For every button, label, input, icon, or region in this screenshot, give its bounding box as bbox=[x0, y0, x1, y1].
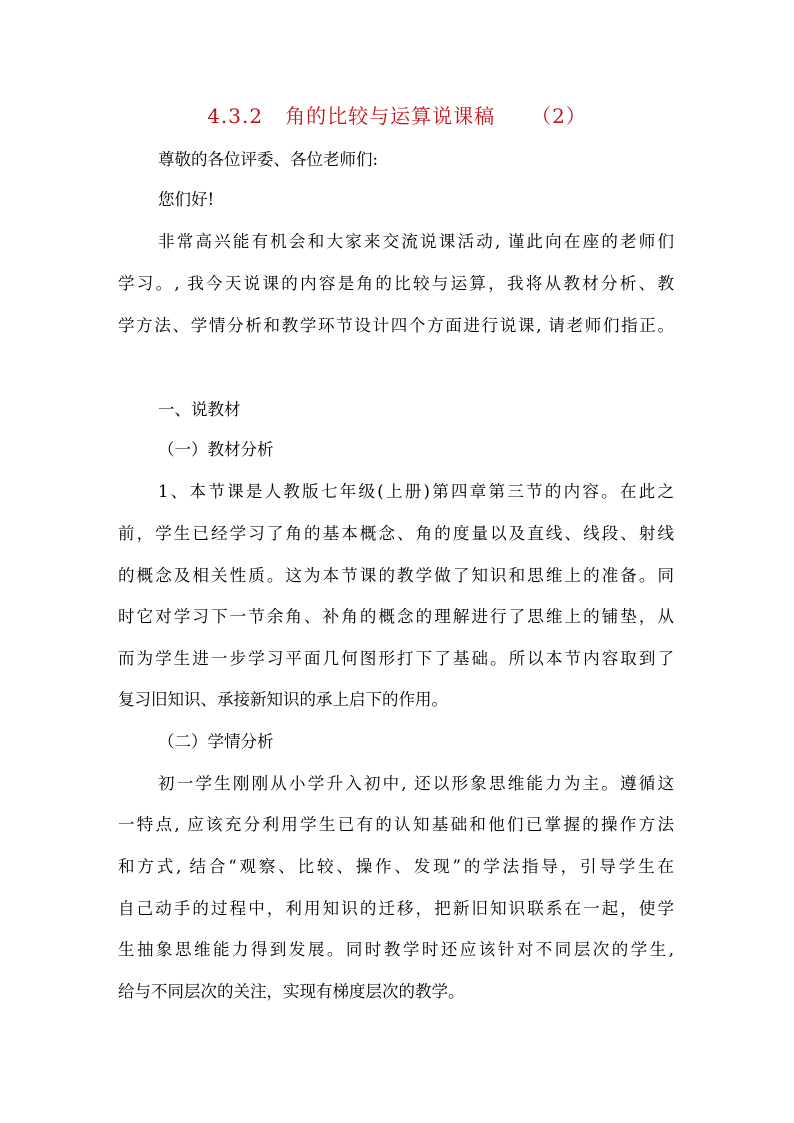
paragraph-line: 和方式, 结合“观察、比较、操作、发现”的学法指导，引导学生在 bbox=[118, 857, 674, 876]
paragraph-line: 自己动手的过程中，利用知识的迁移，把新旧知识联系在一起，使学 bbox=[118, 899, 674, 918]
hello-line: 您们好! bbox=[158, 190, 215, 209]
title-suffix: （2） bbox=[531, 104, 587, 128]
paragraph-line: 复习旧知识、承接新知识的承上启下的作用。 bbox=[118, 690, 448, 709]
title-number: 4.3.2 bbox=[207, 104, 264, 128]
document-title bbox=[0, 100, 794, 129]
paragraph-line: 给与不同层次的关注，实现有梯度层次的教学。 bbox=[118, 982, 465, 1001]
paragraph-line: 1、本节课是人教版七年级(上册)第四章第三节的内容。在此之 bbox=[158, 482, 674, 501]
section-heading: 一、说教材 bbox=[158, 400, 241, 419]
intro-line: 学习。, 我今天说课的内容是角的比较与运算，我将从教材分析、教 bbox=[118, 274, 674, 293]
intro-line: 学方法、学情分析和教学环节设计四个方面进行说课, 请老师们指正。 bbox=[118, 316, 674, 335]
paragraph-line: 时它对学习下一节余角、补角的概念的理解进行了思维上的铺垫，从 bbox=[118, 607, 674, 626]
paragraph-line: 初一学生刚刚从小学升入初中, 还以形象思维能力为主。遵循这 bbox=[158, 774, 674, 793]
paragraph-line: 的概念及相关性质。这为本节课的教学做了知识和思维上的准备。同 bbox=[118, 566, 674, 585]
salutation: 尊敬的各位评委、各位老师们: bbox=[158, 150, 379, 169]
subsection-heading: （一）教材分析 bbox=[158, 440, 274, 459]
paragraph-line: 而为学生进一步学习平面几何图形打下了基础。所以本节内容取到了 bbox=[118, 649, 674, 668]
subsection-heading: （二）学情分析 bbox=[158, 732, 274, 751]
paragraph-line: 一特点, 应该充分利用学生已有的认知基础和他们已掌握的操作方法 bbox=[118, 815, 674, 834]
title-text: 角的比较与运算说课稿 bbox=[285, 104, 496, 128]
intro-line: 非常高兴能有机会和大家来交流说课活动, 谨此向在座的老师们 bbox=[158, 232, 674, 251]
paragraph-line: 前，学生已经学习了角的基本概念、角的度量以及直线、线段、射线 bbox=[118, 524, 674, 543]
paragraph-line: 生抽象思维能力得到发展。同时教学时还应该针对不同层次的学生, bbox=[118, 940, 674, 959]
